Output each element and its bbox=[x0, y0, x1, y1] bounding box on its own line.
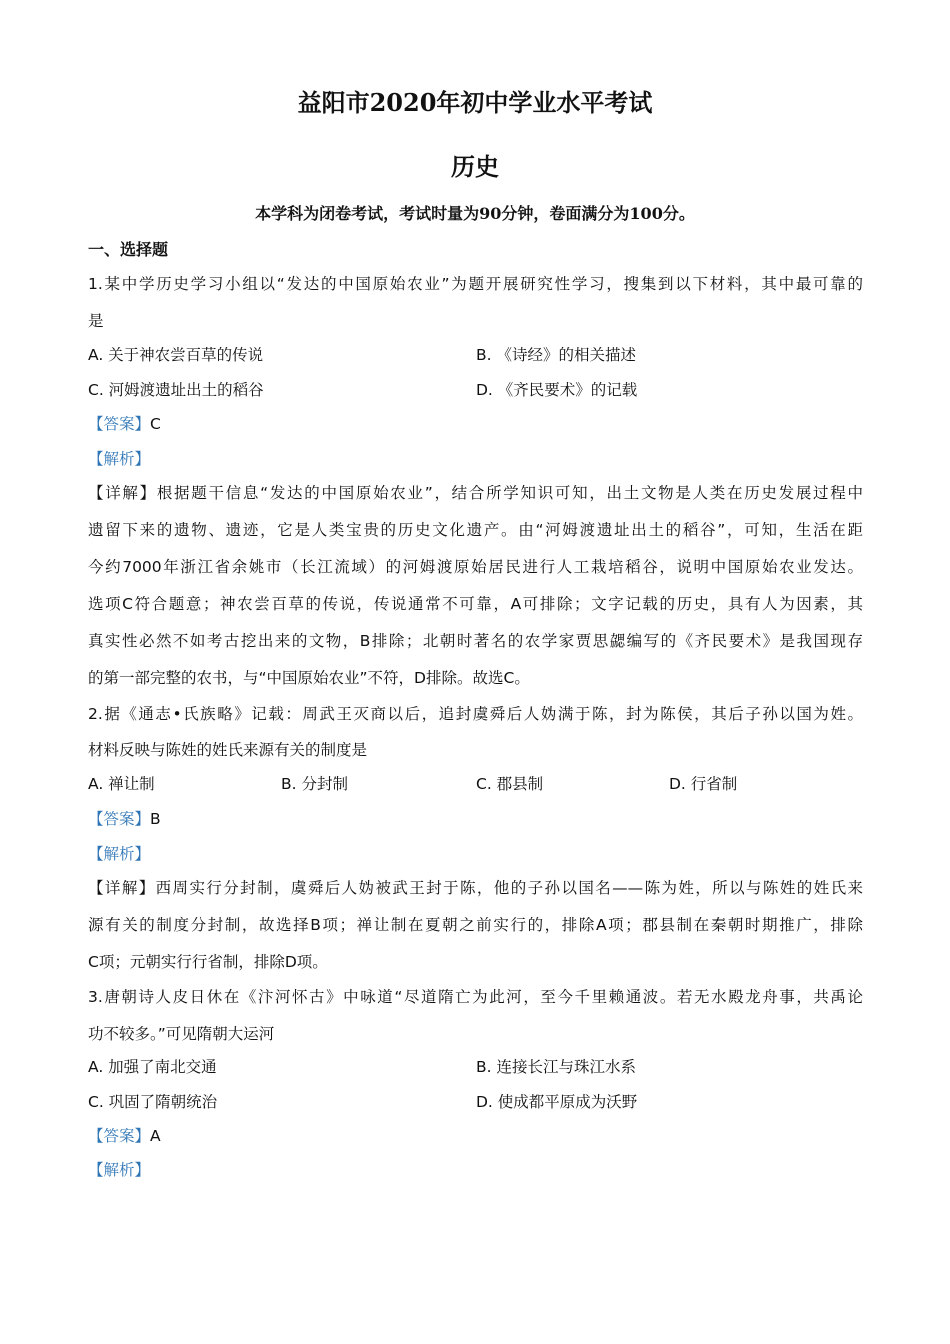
q1-option-d: D. 《齐民要术》的记载 bbox=[476, 381, 638, 399]
q1-detail-line: 【详解】根据题干信息“发达的中国原始农业”，结合所学知识可知，出土文物是人类在历史发展过程中 bbox=[88, 484, 863, 502]
q1-detail-line: 的第一部完整的农书，与“中国原始农业”不符，D排除。故选C。 bbox=[88, 669, 530, 687]
section-heading: 一、选择题 bbox=[88, 240, 169, 259]
answer-label: 【答案】 bbox=[88, 810, 151, 828]
q1-detail-line: 今约7000年浙江省余姚市（长江流域）的河姆渡原始居民进行人工栽培稻谷，说明中国原始农业发达。 bbox=[88, 558, 863, 576]
answer-value: A bbox=[150, 1127, 161, 1145]
q2-answer bbox=[88, 807, 863, 831]
q2-detail-line: 【详解】西周实行分封制，虞舜后人妫被武王封于陈，他的子孙以国名——陈为姓，所以与陈姓的姓氏来 bbox=[88, 879, 863, 897]
q2-stem-line: 2.据《通志•氏族略》记载：周武王灭商以后，追封虞舜后人妫满于陈，封为陈侯，其后子孙以国为姓。 bbox=[88, 705, 863, 723]
q3-stem-line: 3.唐朝诗人皮日休在《汴河怀古》中咏道“尽道隋亡为此河，至今千里赖通波。若无水殿龙舟事，共禹论 bbox=[88, 988, 863, 1006]
q1-option-a: A. 关于神农尝百草的传说 bbox=[88, 346, 264, 364]
q3-answer bbox=[88, 1124, 863, 1148]
q1-answer bbox=[88, 412, 863, 436]
answer-label: 【答案】 bbox=[88, 415, 151, 433]
detail-label: 【详解】 bbox=[88, 484, 157, 502]
q2-detail-line: 源有关的制度分封制，故选择B项；禅让制在夏朝之前实行的，排除A项；郡县制在秦朝时期推广，排除 bbox=[88, 916, 863, 934]
q1-detail-line: 真实性必然不如考古挖出来的文物，B排除；北朝时著名的农学家贾思勰编写的《齐民要术》是我国现存 bbox=[88, 632, 863, 650]
q3-option-d: D. 使成都平原成为沃野 bbox=[476, 1093, 638, 1111]
subject-title: 历史 bbox=[451, 152, 499, 181]
q3-option-b: B. 连接长江与珠江水系 bbox=[476, 1058, 636, 1076]
q2-option-b: B. 分封制 bbox=[281, 775, 348, 793]
detail-label: 【详解】 bbox=[88, 879, 156, 897]
exam-title: 益阳市2020年初中学业水平考试 bbox=[297, 88, 653, 117]
q2-detail-line: C项；元朝实行行省制，排除D项。 bbox=[88, 953, 328, 971]
answer-value: C bbox=[150, 415, 161, 433]
q2-option-c: C. 郡县制 bbox=[476, 775, 544, 793]
q2-analysis-label: 【解析】 bbox=[88, 845, 151, 863]
q2-stem-line: 材料反映与陈姓的姓氏来源有关的制度是 bbox=[88, 741, 368, 759]
q1-stem-line: 是 bbox=[88, 312, 104, 330]
answer-value: B bbox=[150, 810, 161, 828]
q3-option-c: C. 巩固了隋朝统治 bbox=[88, 1093, 218, 1111]
q1-stem-line: 1.某中学历史学习小组以“发达的中国原始农业”为题开展研究性学习，搜集到以下材料，其中最可靠的 bbox=[88, 275, 863, 293]
q3-option-a: A. 加强了南北交通 bbox=[88, 1058, 217, 1076]
q3-stem-line: 功不较多。”可见隋朝大运河 bbox=[88, 1025, 275, 1043]
answer-label: 【答案】 bbox=[88, 1127, 151, 1145]
q1-detail-line: 选项C符合题意；神农尝百草的传说，传说通常不可靠，A可排除；文字记载的历史，具有人为因素，其 bbox=[88, 595, 863, 613]
q2-option-d: D. 行省制 bbox=[669, 775, 738, 793]
q1-detail-line: 遗留下来的遗物、遗迹，它是人类宝贵的历史文化遗产。由“河姆渡遗址出土的稻谷”，可知，生活在距 bbox=[88, 521, 863, 539]
q2-option-a: A. 禅让制 bbox=[88, 775, 155, 793]
q3-analysis-label: 【解析】 bbox=[88, 1161, 151, 1179]
q1-option-b: B. 《诗经》的相关描述 bbox=[476, 346, 636, 364]
exam-notice: 本学科为闭卷考试，考试时量为90分钟，卷面满分为100分。 bbox=[255, 204, 695, 223]
q1-option-c: C. 河姆渡遗址出土的稻谷 bbox=[88, 381, 264, 399]
q1-analysis-label: 【解析】 bbox=[88, 450, 151, 468]
